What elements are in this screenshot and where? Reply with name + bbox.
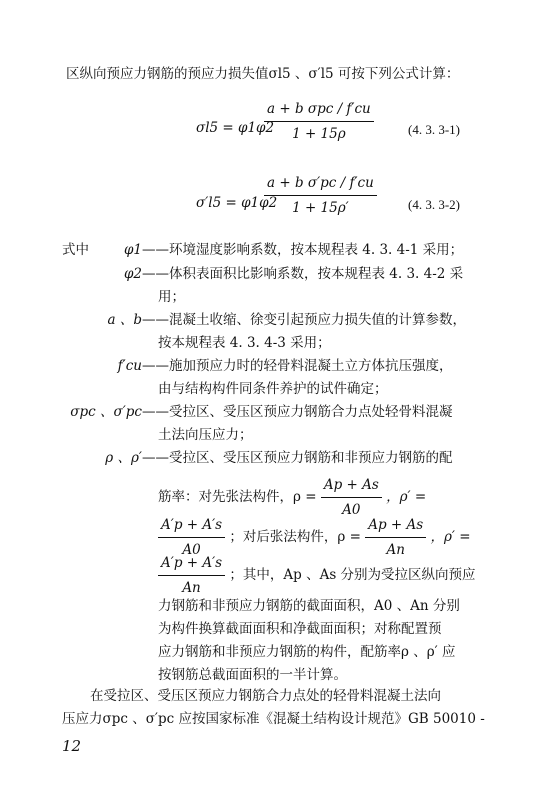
def-phi2-line2: 用； bbox=[158, 289, 185, 305]
def-symbol-ab: a 、b bbox=[107, 312, 142, 328]
eq1-fraction bbox=[264, 98, 374, 145]
def-rho-line1: ——受拉区、受压区预应力钢筋和非预应力钢筋的配 bbox=[142, 450, 453, 466]
rho-l2-num-b: Ap + As bbox=[365, 514, 426, 538]
equation-1 bbox=[196, 98, 476, 158]
rho-l1-text: 筋率：对先张法构件，ρ = bbox=[158, 489, 317, 505]
def-symbol-phi1: φ1 bbox=[123, 242, 142, 258]
rho-l2-den-a: A0 bbox=[182, 542, 201, 558]
eq1-denominator: 1 + 15ρ bbox=[292, 126, 346, 142]
def-symbol-fcu: f′cu bbox=[117, 358, 142, 374]
rho-cont-4: 按钢筋总截面面积的一半计算。 bbox=[158, 667, 347, 683]
eq2-fraction bbox=[264, 172, 377, 219]
eq1-number: (4. 3. 3-1) bbox=[408, 122, 460, 137]
rho-line-3 bbox=[158, 552, 476, 599]
rho-l2-tail: ，ρ′ = bbox=[430, 529, 471, 545]
def-phi1-line1: ——环境湿度影响系数，按本规程表 4. 3. 4-1 采用； bbox=[142, 242, 464, 258]
paragraph-line-1: 在受拉区、受压区预应力钢筋合力点处的轻骨料混凝土法向 bbox=[90, 688, 441, 704]
def-fcu-line1: ——施加预应力时的轻骨料混凝土立方体抗压强度， bbox=[142, 358, 453, 374]
equation-2 bbox=[196, 170, 476, 230]
rho-l3-den: An bbox=[182, 580, 201, 596]
eq1-numerator: a + b σpc / f′cu bbox=[264, 98, 374, 122]
eq2-number: (4. 3. 3-2) bbox=[408, 197, 460, 212]
def-phi2-line1: ——体积表面积比影响系数，按本规程表 4. 3. 4-2 采 bbox=[142, 266, 464, 282]
rho-cont-1: 力钢筋和非预应力钢筋的截面面积，A0 、An 分别 bbox=[158, 598, 460, 614]
eq2-denominator: 1 + 15ρ′ bbox=[292, 200, 349, 216]
rho-cont-2: 为构件换算截面面积和净截面面积；对称配置预 bbox=[158, 621, 442, 637]
rho-l2-num-a: A′p + A′s bbox=[158, 514, 225, 538]
rho-l2-den-b: An bbox=[386, 542, 405, 558]
def-symbol-phi2: φ2 bbox=[123, 266, 142, 282]
rho-l3-num: A′p + A′s bbox=[158, 552, 225, 576]
eq1-lhs: σl5 = φ1φ2 bbox=[196, 120, 275, 136]
def-sigma-pc-line2: 土法向压应力； bbox=[158, 427, 253, 443]
intro-line: 区纵向预应力钢筋的预应力损失值σl5 、σ′l5 可按下列公式计算： bbox=[66, 66, 460, 82]
rho-l2-text: ；对后张法构件，ρ = bbox=[229, 529, 361, 545]
rho-cont-3: 应力钢筋和非预应力钢筋的构件，配筋率ρ 、ρ′ 应 bbox=[158, 644, 456, 660]
def-fcu-line2: 由与结构构件同条件养护的试件确定； bbox=[158, 381, 388, 397]
def-symbol-sigma-pc: σpc 、σ′pc bbox=[70, 404, 142, 420]
def-ab-line2: 按本规程表 4. 3. 4-3 采用； bbox=[158, 335, 331, 351]
eq2-lhs: σ′l5 = φ1φ2 bbox=[196, 195, 278, 211]
where-label: 式中 bbox=[62, 242, 89, 258]
rho-l1-num: Ap + As bbox=[321, 474, 382, 498]
def-symbol-rho: ρ 、ρ′ bbox=[105, 450, 142, 466]
rho-l1-den: A0 bbox=[342, 502, 361, 518]
def-sigma-pc-line1: ——受拉区、受压区预应力钢筋合力点处轻骨料混凝 bbox=[142, 404, 453, 420]
rho-l3-text: ；其中，Ap 、As 分别为受拉区纵向预应 bbox=[229, 567, 476, 583]
rho-l1-tail: ，ρ′ = bbox=[386, 489, 427, 505]
page-number: 12 bbox=[62, 737, 82, 755]
def-ab-line1: ——混凝土收缩、徐变引起预应力损失值的计算参数， bbox=[142, 312, 466, 328]
eq2-numerator: a + b σ′pc / f′cu bbox=[264, 172, 377, 196]
rho-l3-fraction bbox=[158, 552, 225, 599]
paragraph-line-2: 压应力σpc 、σ′pc 应按国家标准《混凝土结构设计规范》GB 50010 - bbox=[62, 711, 485, 727]
